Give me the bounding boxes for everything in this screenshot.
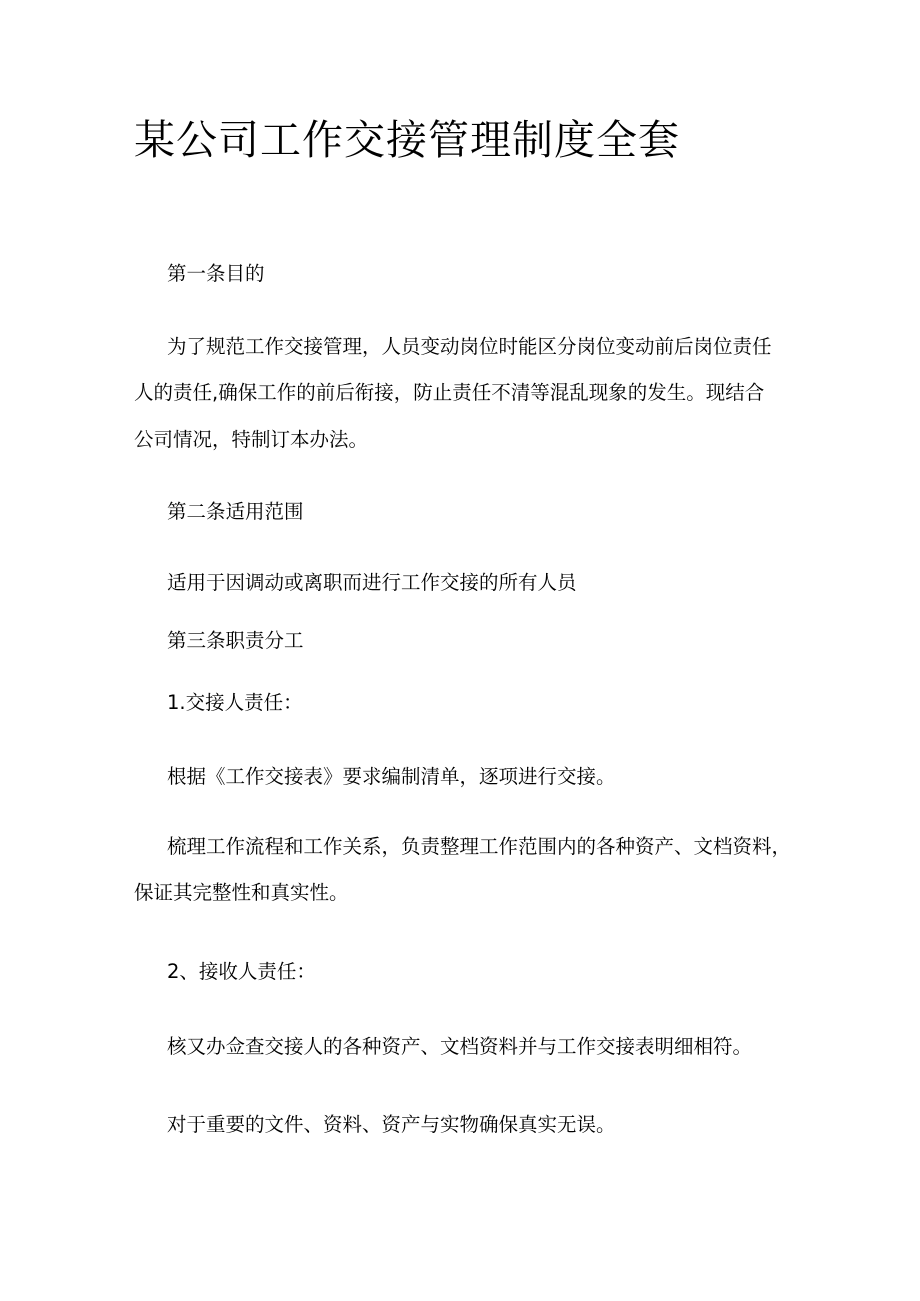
article1-line-3: 公司情况，特制订本办法。 — [134, 428, 369, 451]
handover-heading: 1.交接人责任： — [167, 691, 303, 714]
article2-text: 适用于因调动或离职而进行工作交接的所有人员 — [167, 571, 577, 594]
receiver-heading: 2、接收人责任： — [167, 960, 316, 983]
receiver-item-2: 对于重要的文件、资料、资产与实物确保真实无误。 — [167, 1113, 616, 1136]
receiver-item-1: 核又办佥查交接人的各种资产、文档资料并与工作交接表明细相符。 — [167, 1035, 753, 1058]
article2-heading: 第二条适用范围 — [167, 500, 304, 523]
handover-item-2-line-1: 梳理工作流程和工作关系，负责整理工作范围内的各种资产、文档资料， — [167, 835, 792, 858]
document-title: 某公司工作交接管理制度全套 — [134, 116, 680, 164]
handover-item-1: 根据《工作交接表》要求编制清单，逐项进行交接。 — [167, 765, 616, 788]
article1-line-1: 为了规范工作交接管理，人员变动岗位时能区分岗位变动前后岗位责任 — [167, 335, 772, 358]
article3-heading: 第三条职责分工 — [167, 629, 304, 652]
article1-heading: 第一条目的 — [167, 262, 265, 285]
handover-item-2-line-2: 保证其完整性和真实性。 — [134, 881, 349, 904]
article1-line-2: 人的责任,确保工作的前后衔接，防止责任不清等混乱现象的发生。现结合 — [134, 381, 765, 404]
